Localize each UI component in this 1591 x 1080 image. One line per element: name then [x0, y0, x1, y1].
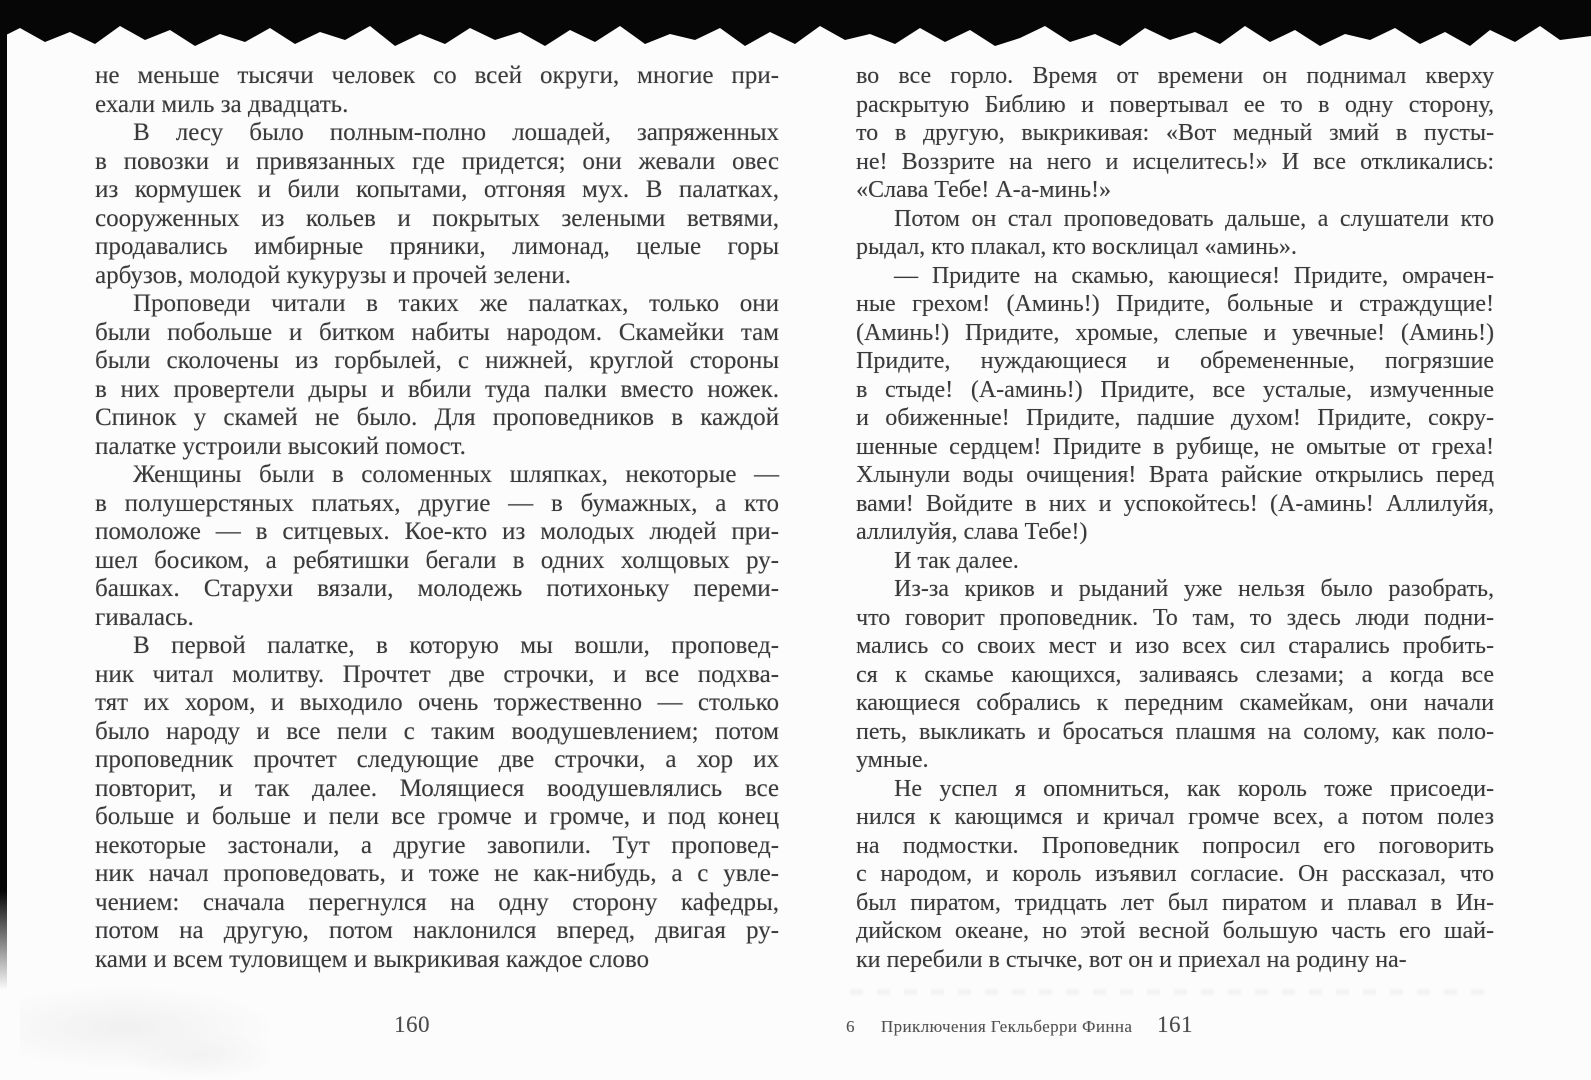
text-line: потом на другую, потом наклонился вперед, двигая ру- [95, 917, 779, 944]
text-line: (Аминь!) Придите, хромые, слепые и увечные! (Аминь!) [856, 319, 1494, 346]
text-line: были сколочены из горбылей, с нижней, круглой стороны [95, 347, 779, 374]
text-line: — Придите на скамью, кающиеся! Придите, омрачен- [894, 262, 1494, 289]
text-line: не меньше тысячи человек со всей округи, многие при- [95, 62, 779, 89]
text-line: аллилуйя, слава Тебе!) [856, 519, 1088, 545]
scan-edge-left [0, 0, 7, 990]
text-line: Потом он стал проповедовать дальше, а слушатели кто [894, 205, 1494, 232]
text-line: рыдал, кто плакал, кто восклицал «аминь». [856, 234, 1297, 260]
ink-bleed-artifact [850, 989, 1495, 995]
text-line: нился к кающимся и кричал громче всех, а потом полез [856, 804, 1494, 830]
text-line: Проповеди читали в таких же палатках, только они [133, 290, 779, 317]
text-line: Из-за криков и рыданий уже нельзя было разобрать, [894, 576, 1494, 602]
text-line: чением: сначала перегнулся на одну сторону кафедры, [95, 888, 779, 916]
text-line: вами! Войдите в них и успокойтесь! (А-аминь! Аллилуйя, [856, 490, 1494, 517]
text-line: было народу и все пели с таким воодушевлением; потом [95, 717, 779, 745]
text-line: в стыде! (А-аминь!) Придите, все усталые, измученные [856, 376, 1494, 403]
text-line: Женщины были в соломенных шляпках, некоторые — [133, 461, 779, 488]
signature-number: 6 [846, 1017, 855, 1036]
text-line: Хлынули воды очищения! Врата райские открылись перед [856, 462, 1494, 488]
text-line: на подмостки. Проповедник попросил его поговорить [856, 832, 1494, 859]
text-line: шел босиком, а ребятишки бегали в одних холщовых ру- [95, 546, 779, 574]
text-line: ник читал молитву. Прочтет две строчки, и все подхва- [95, 660, 779, 688]
text-line: продавались имбирные пряники, лимонад, целые горы [95, 233, 779, 260]
scan-edge-top [0, 0, 1591, 60]
running-title: Приключения Гекльберри Финна [880, 1017, 1133, 1036]
text-line: не! Воззрите на него и исцелитесь!» И все откликались: [856, 148, 1494, 175]
text-line: сооруженных из кольев и покрытых зелеными ветвями, [95, 204, 779, 232]
text-line: арбузов, молодой кукурузы и прочей зелени. [95, 261, 571, 289]
text-line: «Слава Тебе! А-а-минь!» [856, 177, 1112, 203]
text-line: ся к скамье кающихся, заливаясь слезами; а когда все [856, 661, 1494, 688]
text-line: в повозки и привязанных где придется; они жевали овес [95, 147, 779, 175]
text-line: шенные сердцем! Придите в рубище, не омытые от греха! [856, 433, 1494, 460]
text-line: В лесу было полным-полно лошадей, запряженных [133, 119, 779, 146]
text-line: гивалась. [95, 603, 194, 631]
text-line: то в другую, выкрикивая: «Вот медный змий в пусты- [856, 120, 1494, 146]
text-line: в них провертели дыры и вбили туда палки вместо ножек. [95, 375, 779, 403]
text-line: больше и больше и пели все громче и громче, и под конец [95, 803, 779, 830]
text-line: кающиеся собрались к передним скамейкам, они начали [856, 690, 1494, 716]
text-line: мались со своих мест и изо всех сил старались пробить- [856, 633, 1494, 659]
text-line: башках. Старухи вязали, молодежь потихоньку переми- [95, 575, 779, 602]
text-line: дийском океане, но этой весной большую часть его шай- [856, 918, 1494, 944]
text-line: палатке устроили высокий помост. [95, 432, 466, 460]
text-line: в полушерстяных платьях, другие — в бумажных, а кто [95, 489, 779, 517]
text-line: ные грехом! (Аминь!) Придите, больные и страждущие! [856, 291, 1494, 317]
left-page-text-block [95, 62, 779, 974]
text-line: были побольше и битком набиты народом. Скамейки там [95, 318, 779, 346]
right-page-text-block [856, 62, 1494, 974]
text-line: и обиженные! Придите, падшие духом! Придите, сокру- [856, 405, 1494, 431]
text-line: В первой палатке, в которую мы вошли, проповед- [133, 632, 779, 659]
text-line: умные. [856, 747, 929, 773]
text-line: ник начал проповедовать, и тоже не как-нибудь, а с увле- [95, 860, 779, 887]
text-line: из кормушек и били копытами, отгоняя мух. В палатках, [95, 176, 779, 203]
text-line: Придите, нуждающиеся и обремененные, погрязшие [856, 348, 1494, 374]
right-page-number: 161 [1157, 1012, 1193, 1037]
text-line: И так далее. [894, 547, 1019, 574]
text-line: проповедник прочтет следующие две строчки, а хор их [95, 746, 779, 773]
left-page-number: 160 [394, 1012, 430, 1037]
text-line: петь, выкликать и бросаться плашмя на солому, как поло- [856, 718, 1494, 745]
text-line: ками и всем туловищем и выкрикивая каждое слово [95, 945, 650, 973]
text-line: тят их хором, и выходило очень торжественно — столько [95, 689, 779, 716]
text-line: раскрытую Библию и повертывал ее то в одну сторону, [856, 91, 1494, 118]
text-line: во все горло. Время от времени он поднимал кверху [856, 63, 1494, 89]
text-line: Не успел я опомниться, как король тоже присоеди- [894, 775, 1494, 802]
text-line: помоложе — в ситцевых. Кое-кто из молодых людей при- [95, 518, 779, 545]
text-line: с народом, и король изъявил согласие. Он рассказал, что [856, 861, 1494, 887]
text-line: был пиратом, тридцать лет был пиратом и плавал в Ин- [856, 889, 1494, 916]
text-line: некоторые застонали, а другие завопили. Тут проповед- [95, 831, 779, 859]
text-line: ехали миль за двадцать. [95, 90, 349, 118]
text-line: Спинок у скамей не было. Для проповедников в каждой [95, 404, 779, 431]
text-line: повторит, и так далее. Молящиеся воодушевлялись все [95, 774, 779, 802]
text-line: что говорит проповедник. То там, то здесь люди подни- [856, 604, 1494, 631]
text-line: ки перебили в стычке, вот он и приехал на родину на- [856, 946, 1407, 973]
